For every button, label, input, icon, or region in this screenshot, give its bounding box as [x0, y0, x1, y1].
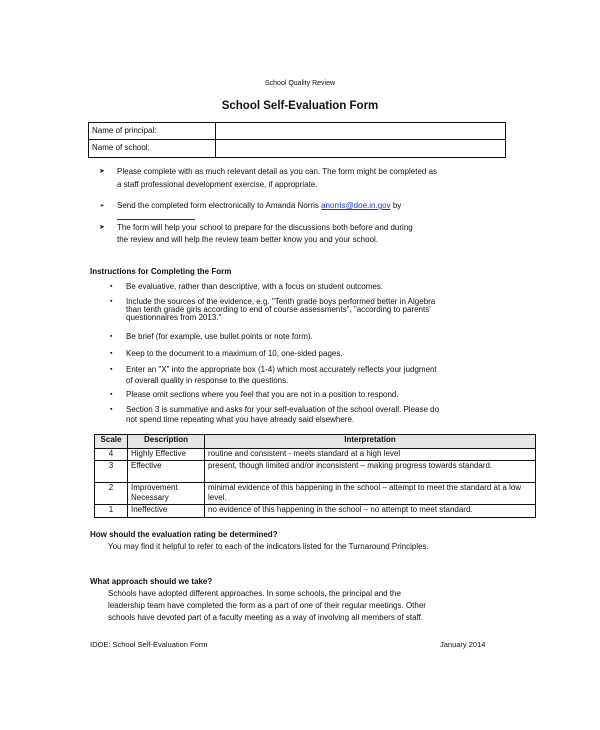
interpretation-cell: present, though limited and/or inconsistent – making progress towards standard.: [205, 461, 536, 483]
scale-table: [94, 434, 536, 518]
instruction-item-line: Section 3 is summative and asks for your self-evaluation of the school overall. Please do: [126, 405, 440, 414]
bullet-icon: ▪: [110, 366, 113, 373]
bullet-icon: ▪: [110, 333, 113, 340]
q2-line1: Schools have adopted different approaches. In some schools, the principal and the: [108, 589, 401, 598]
col-description: Description: [128, 435, 205, 449]
col-scale: Scale: [95, 435, 128, 449]
intro-p1-line2: a staff professional development exercise, if appropriate.: [117, 180, 318, 189]
bullet-icon: ▪: [110, 283, 113, 290]
send-text: Send the completed form electronically to Amanda Norris: [117, 201, 322, 210]
instruction-item-line: Be evaluative, rather than descriptive, with a focus on student outcomes.: [126, 282, 384, 291]
table-row: [95, 461, 536, 483]
q2-heading: What approach should we take?: [90, 577, 213, 586]
footer-date: January 2014: [440, 640, 486, 649]
table-row: [95, 505, 536, 518]
date-blank-line[interactable]: [117, 219, 195, 220]
description-cell: Ineffective: [128, 505, 205, 518]
bullet-icon: ▪: [110, 298, 113, 305]
instruction-item-line: Enter an "X" into the appropriate box (1-4) which most accurately reflects your judgment: [126, 365, 437, 374]
bullet-icon: ▪: [110, 406, 113, 413]
interpretation-cell: no evidence of this happening in the school – no attempt to meet standard.: [205, 505, 536, 518]
instruction-item-line: Include the sources of the evidence, e.g. "Tenth grade boys performed better in Algebra: [126, 297, 436, 306]
intro-p3-line1: The form will help your school to prepare for the discussions both before and during: [117, 223, 413, 232]
q1-heading: How should the evaluation rating be determined?: [90, 530, 278, 539]
arrow-bullet-icon: ➤: [100, 203, 105, 209]
arrow-bullet-icon: ➤: [99, 224, 105, 231]
send-by-text: by: [390, 201, 402, 210]
instruction-item-line: Please omit sections where you feel that you are not in a position to respond.: [126, 390, 399, 399]
interpretation-cell: routine and consistent - meets standard at a high level: [205, 449, 536, 461]
intro-p1-line1: Please complete with as much relevant detail as you can. The form might be completed as: [117, 167, 438, 176]
intro-p2: [117, 201, 401, 211]
running-title: School Quality Review: [264, 80, 336, 87]
school-field[interactable]: [216, 140, 506, 158]
instruction-item-line: than tenth grade girls according to end of course assessments", "according to parents': [126, 305, 431, 314]
principal-school-form: [88, 122, 506, 158]
instruction-item-line: not spend time repeating what you have already said elsewhere.: [126, 415, 355, 424]
instructions-heading: Instructions for Completing the Form: [90, 267, 232, 276]
instruction-item-line: Keep to the document to a maximum of 10, one-sided pages.: [126, 349, 343, 358]
instruction-item-line: Be brief (for example, use bullet points or note form).: [126, 332, 313, 341]
description-cell: Improvement Necessary: [128, 483, 205, 505]
scale-cell: 2: [95, 483, 128, 505]
principal-label: Name of principal:: [89, 123, 216, 140]
instruction-item-line: of overall quality in response to the questions.: [126, 376, 289, 385]
q2-line2: leadership team have completed the form as a part of one of their regular meetings. Other: [108, 601, 426, 610]
q2-line3: schools have devoted part of a faculty meeting as a way of involving all members of staff.: [108, 613, 424, 622]
interpretation-cell: minimal evidence of this happening in the school – attempt to meet the standard at a low level.: [205, 483, 536, 505]
email-link[interactable]: anorris@doe.in.gov: [321, 201, 391, 210]
school-label: Name of school:: [89, 140, 216, 158]
table-row: [95, 483, 536, 505]
arrow-bullet-icon: ➤: [99, 168, 105, 175]
bullet-icon: ▪: [110, 350, 113, 357]
intro-p3-line2: the review and will help the review team better know you and your school.: [117, 235, 379, 244]
bullet-icon: ▪: [110, 391, 113, 398]
footer-left: IDOE: School Self-Evaluation Form: [90, 640, 208, 649]
page-title: School Self-Evaluation Form: [221, 100, 379, 112]
instruction-item-line: questionnaires from 2013.": [126, 313, 222, 322]
col-interpretation: Interpretation: [205, 435, 536, 449]
description-cell: Effective: [128, 461, 205, 483]
principal-field[interactable]: [216, 123, 506, 140]
scale-cell: 1: [95, 505, 128, 518]
q1-text: You may find it helpful to refer to each of the indicators listed for the Turnaround Principles.: [108, 542, 429, 551]
description-cell: Highly Effective: [128, 449, 205, 461]
scale-cell: 4: [95, 449, 128, 461]
table-row: [95, 449, 536, 461]
scale-cell: 3: [95, 461, 128, 483]
